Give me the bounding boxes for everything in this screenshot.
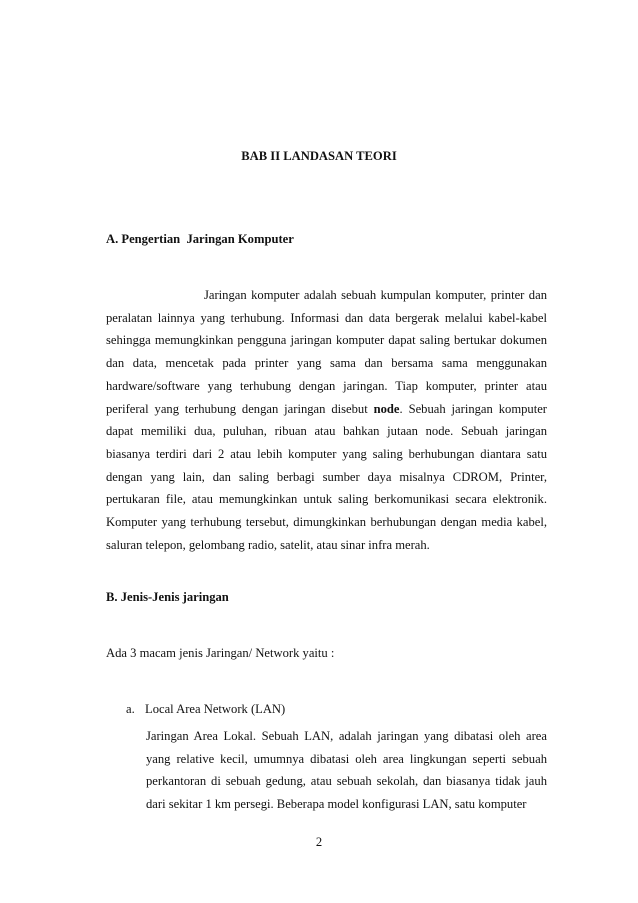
paragraph-text-2: . Sebuah jaringan komputer dapat memiliki dua, puluhan, ribuan atau bahkan jutaan node. Sebuah jaringan biasanya terdiri dari 2 atau lebih komputer yang saling berhubungan diantara satu dengan yang lain, dan saling berbagi sumber daya misalnya CDROM, Printer, pertukaran file, atau memungkinkan untuk saling berkomunikasi secara elektronik. Komputer yang terhubung tersebut, dimungkinkan berhubungan dengan media kabel, saluran telepon, gelombang radio, satelit, atau sinar infra merah. <box>106 401 547 552</box>
paragraph-text-1: Jaringan komputer adalah sebuah kumpulan komputer, printer dan peralatan lainnya yang terhubung. Informasi dan data bergerak melalui kabel-kabel sehingga memungkinkan pengguna jaringan komputer dapat saling bertukar dokumen dan data, mencetak pada printer yang sama dan bersama sama menggunakan hardware/software yang terhubung dengan jaringan. Tiap komputer, printer atau periferal yang terhubung dengan jaringan disebut <box>106 288 547 416</box>
node-term: node <box>373 401 400 416</box>
list-item-lan <box>126 702 285 717</box>
page-number: 2 <box>315 835 323 849</box>
list-item-letter: a. <box>126 702 135 716</box>
chapter-title: BAB II LANDASAN TEORI <box>241 149 397 163</box>
section-b-heading: B. Jenis-Jenis jaringan <box>106 590 229 604</box>
section-a-paragraph <box>106 284 547 556</box>
section-a-heading: A. Pengertian Jaringan Komputer <box>106 232 294 246</box>
section-b-intro: Ada 3 macam jenis Jaringan/ Network yaitu : <box>106 646 335 660</box>
lan-paragraph: Jaringan Area Lokal. Sebuah LAN, adalah jaringan yang dibatasi oleh area yang relative kecil, umumnya dibatasi oleh area lingkungan seperti sebuah perkantoran di sebuah gedung, atau sebuah sekolah, dan biasanya tidak jauh dari sekitar 1 km persegi. Beberapa model konfigurasi LAN, satu komputer <box>146 729 547 812</box>
list-item-label: Local Area Network (LAN) <box>145 702 286 716</box>
